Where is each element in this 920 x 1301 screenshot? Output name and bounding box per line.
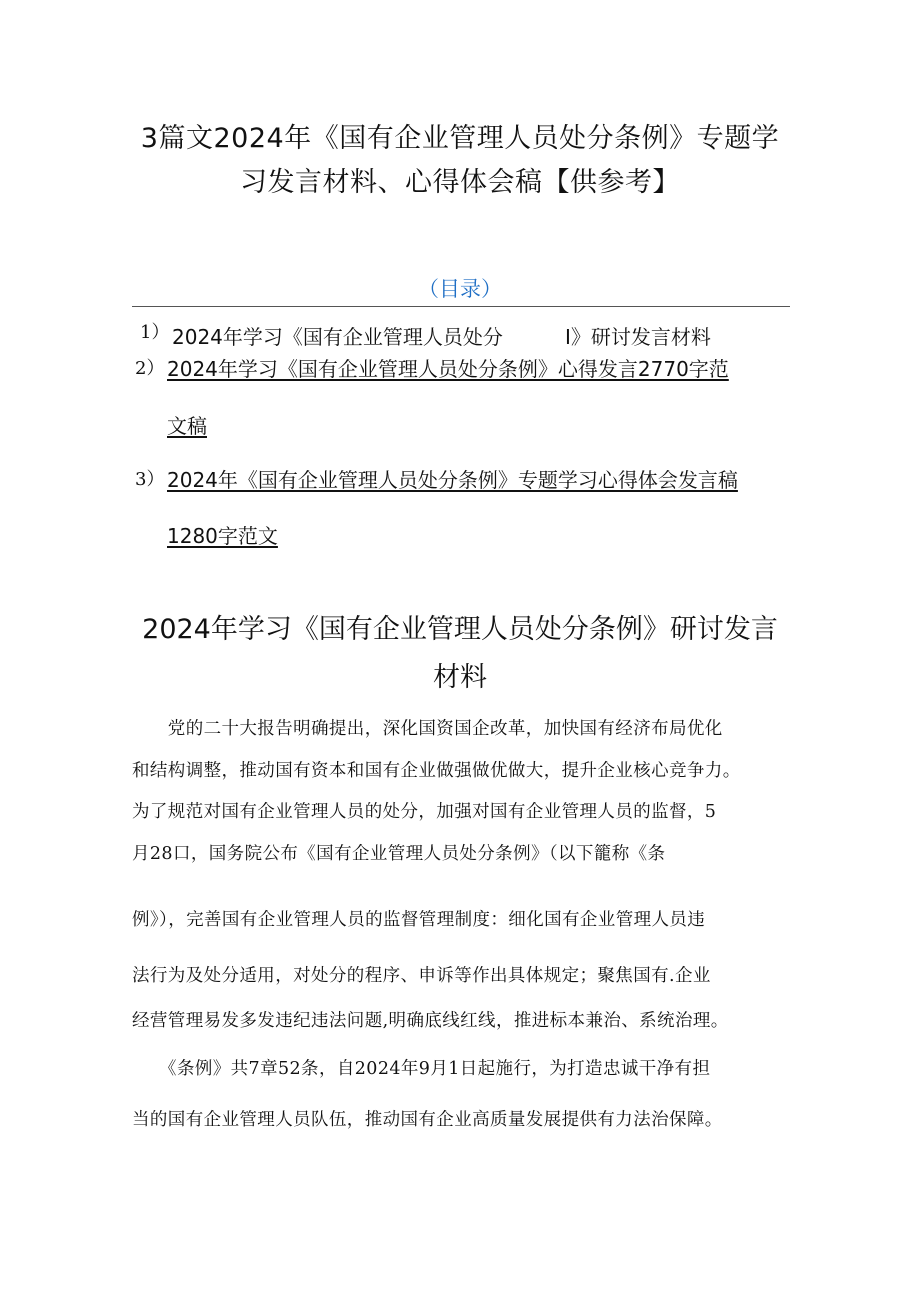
paragraph-1-line-5: 例》），完善国有企业管理人员的监督管理制度：细化国有企业管理人员违 <box>132 910 706 930</box>
article-title-line-1: 2024年学习《国有企业管理人员处分条例》研讨发言 <box>142 614 778 645</box>
toc-item-2-line-1[interactable] <box>167 354 729 384</box>
toc-item-1-tail[interactable]: I》研讨发言材料 <box>565 325 711 349</box>
toc-item-2-number: 2） <box>135 358 165 379</box>
document-title-line-1: 3篇文2024年《国有企业管理人员处分条例》专题学 <box>140 123 780 154</box>
toc-item-3-link-cont[interactable]: 1280字范文 <box>167 524 278 548</box>
toc-item-3-link[interactable]: 2024年《国有企业管理人员处分条例》专题学习心得体会发言稿 <box>167 468 738 492</box>
toc-item-2-link-cont[interactable]: 文稿 <box>167 414 207 438</box>
paragraph-1-line-7: 经营管理易发多发违纪违法问题,明确底线红线，推进标本兼治、系统治理。 <box>132 1011 729 1031</box>
toc-item-3-number: 3） <box>135 469 165 490</box>
toc-item-2-line-2[interactable] <box>167 411 207 441</box>
toc-item-3-line-1[interactable] <box>167 465 738 495</box>
paragraph-1-line-3: 为了规范对国有企业管理人员的处分，加强对国有企业管理人员的监督，5 <box>132 802 717 822</box>
paragraph-2-line-1: 《条例》共7章52条，自2024年9月1日起施行，为打造忠诚干净有担 <box>132 1059 711 1079</box>
paragraph-1-line-6: 法行为及处分适用，对处分的程序、申诉等作出具体规定；聚焦国有.企业 <box>132 966 711 986</box>
document-title-line-2: 习发言材料、心得体会稿【供参考】 <box>240 167 680 198</box>
toc-item-3-line-2[interactable] <box>167 521 278 551</box>
toc-item-1-text[interactable]: 2024年学习《国有企业管理人员处分 <box>172 325 503 349</box>
toc-item-1-number: 1） <box>140 322 170 343</box>
toc-divider <box>132 306 790 307</box>
paragraph-1-line-4: 月28口，国务院公布《国有企业管理人员处分条例》（以下籠称《条 <box>132 844 666 864</box>
paragraph-1-line-1: 党的二十大报告明确提出，深化国资国企改革，加快国有经济布局优化 <box>132 719 723 739</box>
paragraph-1-line-2: 和结构调整，推动国有资本和国有企业做强做优做大，提升企业核心竞争力。 <box>132 761 741 781</box>
document-title <box>120 117 800 205</box>
article-title-line-2: 材料 <box>433 662 487 693</box>
article-title <box>110 606 810 702</box>
toc-heading: （目录） <box>418 277 502 301</box>
paragraph-2-line-2: 当的国有企业管理人员队伍，推动国有企业高质量发展提供有力法治保障。 <box>132 1110 723 1130</box>
toc-item-2-link[interactable]: 2024年学习《国有企业管理人员处分条例》心得发言2770字范 <box>167 357 729 381</box>
